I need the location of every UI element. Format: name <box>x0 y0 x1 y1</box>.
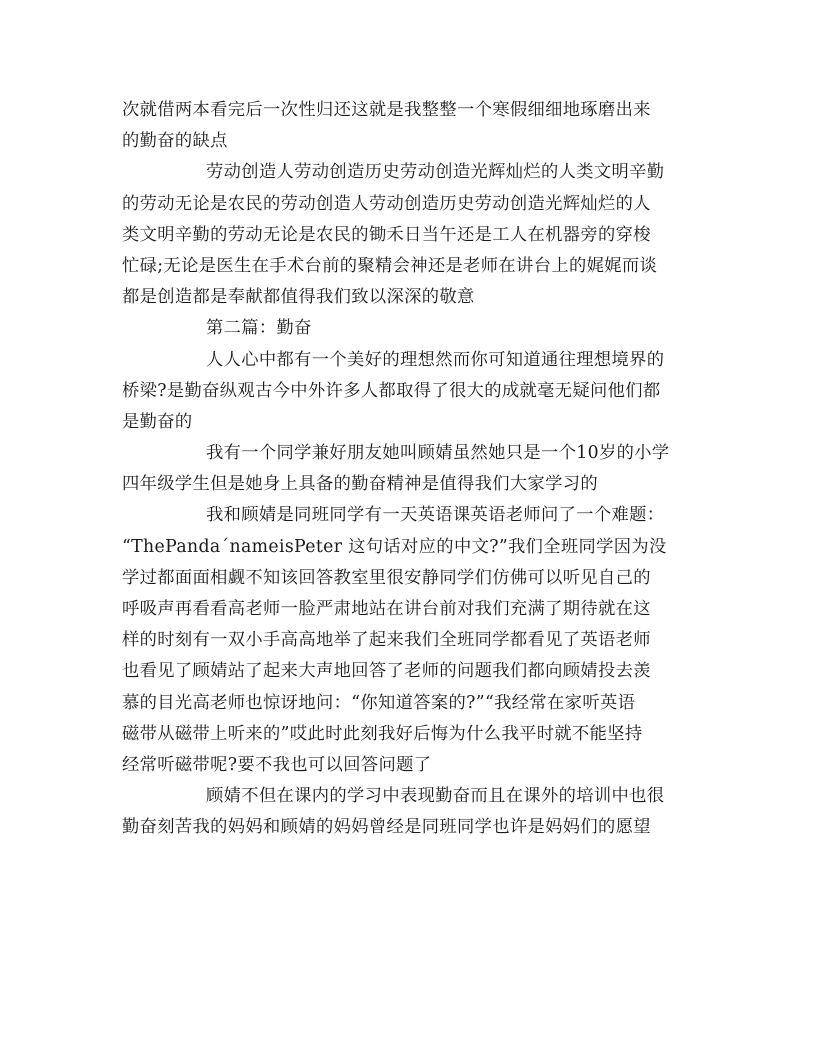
text-line: 磁带从磁带上听来的”哎此时此刻我好后悔为什么我平时就不能坚持 <box>122 723 643 744</box>
text-line: 勤奋刻苦我的妈妈和顾婧的妈妈曾经是同班同学也许是妈妈们的愿望 <box>122 817 651 838</box>
text-line: 次就借两本看完后一次性归还这就是我整整一个寒假细细地琢磨出来 <box>122 100 651 120</box>
paragraph-start: 人人心中都有一个美好的理想然而你可知道通往理想境界的 <box>206 349 665 370</box>
text-line: 经常听磁带呢?要不我也可以回答问题了 <box>122 754 432 775</box>
text-line: 学过都面面相觑不知该回答教室里很安静同学们仿佛可以听见自己的 <box>122 567 651 588</box>
text-line: 也看见了顾婧站了起来大声地回答了老师的问题我们都向顾婧投去羡 <box>122 661 651 682</box>
paragraph-start: 劳动创造人劳动创造历史劳动创造光辉灿烂的人类文明辛勤 <box>206 162 665 183</box>
document-body <box>122 95 694 844</box>
text-line: “ThePanda´nameisPeter 这句话对应的中文?”我们全班同学因为没 <box>122 536 667 557</box>
text-line: 都是创造都是奉献都值得我们致以深深的敬意 <box>122 287 475 308</box>
text-line: 的劳动无论是农民的劳动创造人劳动创造历史劳动创造光辉灿烂的人 <box>122 193 651 214</box>
text-line: 样的时刻有一双小手高高地举了起来我们全班同学都看见了英语老师 <box>122 630 651 651</box>
text-line: 桥梁?是勤奋纵观古今中外许多人都取得了很大的成就毫无疑问他们都 <box>122 380 661 401</box>
paragraph-start: 我有一个同学兼好朋友她叫顾婧虽然她只是一个10岁的小学 <box>206 443 670 464</box>
section-heading: 第二篇：勤奋 <box>206 318 312 339</box>
paragraph-start: 顾婧不但在课内的学习中表现勤奋而且在课外的培训中也很 <box>206 786 665 807</box>
paragraph-start: 我和顾婧是同班同学有一天英语课英语老师问了一个难题： <box>206 505 665 526</box>
text-line: 是勤奋的 <box>122 411 193 432</box>
text-line: 类文明辛勤的劳动无论是农民的锄禾日当午还是工人在机器旁的穿梭 <box>122 224 651 245</box>
text-line: 慕的目光高老师也惊讶地问：“你知道答案的?”“我经常在家听英语 <box>122 692 636 713</box>
text-line: 忙碌;无论是医生在手术台前的聚精会神还是老师在讲台上的娓娓而谈 <box>122 255 658 276</box>
text-line: 的勤奋的缺点 <box>122 131 228 152</box>
text-line: 四年级学生但是她身上具备的勤奋精神是值得我们大家学习的 <box>122 474 599 495</box>
text-line: 呼吸声再看看高老师一脸严肃地站在讲台前对我们充满了期待就在这 <box>122 599 651 619</box>
